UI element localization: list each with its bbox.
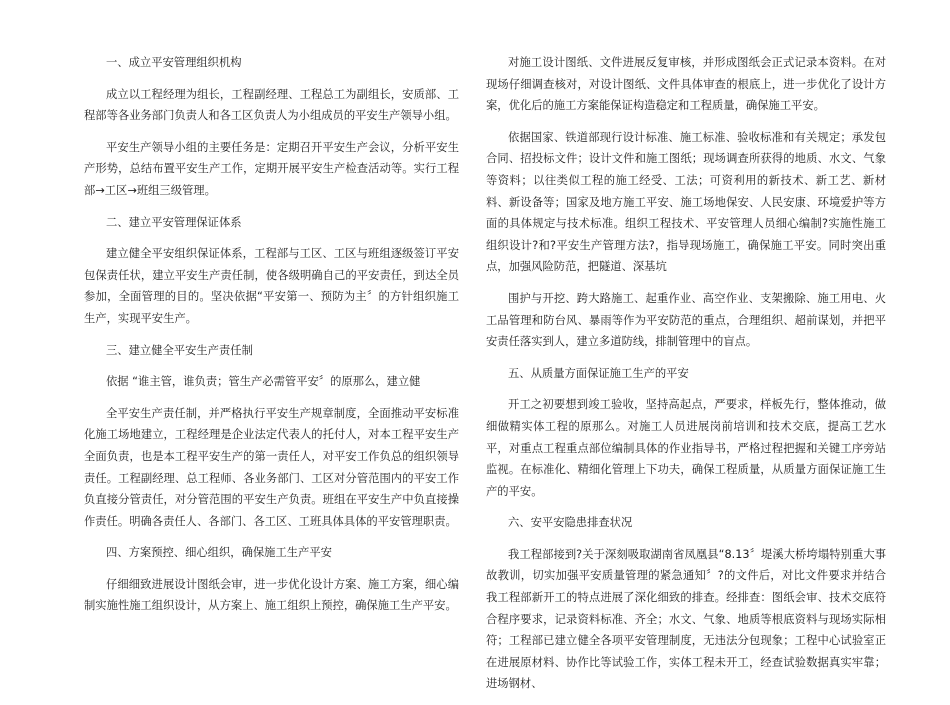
paragraph: 对施工设计图纸、文件进展反复审核，并形成图纸会正式记录本资料。在对现场仔细调查核对，对设计图纸、文件具体审查的根底上，进一步优化了设计方案，优化后的施工方案能保证构造稳定和工程质量，确保施工平安。 — [486, 56, 886, 113]
section-heading-6: 六、安平安隐患排查状况 — [508, 516, 633, 530]
section-heading-1: 一、成立平安管理组织机构 — [106, 56, 242, 69]
paragraph: 建立健全平安组织保证体系，工程部与工区、工区与班组逐级签订平安包保责任状，建立平安生产责任制，使各级明确自己的平安责任，到达全员参加，全面管理的目的。坚决依据“平安第一、预防为主〞的方针组织施工生产，实现平安生产。 — [84, 247, 459, 325]
paragraph: 我工程部接到?关于深刻吸取湖南省凤凰县“8.13〞堤溪大桥垮塌特别重大事故教训，切实加强平安质量管理的紧急通知〞?的文件后，对比文件要求并结合我工程部新开工的特点进展了深化细致的排查。经排查：图纸会审、技术交底符合程序要求，记录资料标准、齐全；水文、气象、地质等根底资料与现场实际相符；工程部已建立健全各项平安管理制度，无违法分包现象；工程中心试验室正在进展原材料、协作比等试验工作，实体工程未开工，经查试验数据真实牢靠；进场钢材、 — [486, 547, 886, 691]
paragraph: 仔细细致进展设计图纸会审，进一步优化设计方案、施工方案，细心编制实施性施工组织设计，从方案上、施工组织上预控，确保施工生产平安。 — [84, 577, 459, 613]
section-heading-3: 三、建立健全平安生产责任制 — [106, 343, 253, 357]
right-column — [486, 52, 886, 705]
left-column — [84, 52, 459, 627]
paragraph: 依据国家、铁道部现行设计标准、施工标准、验收标准和有关规定；承发包合同、招投标文件；设计文件和施工图纸；现场调查所获得的地质、水文、气象等资料；以往类似工程的施工经受、工法；可资利用的新技术、新工艺、新材料、新设备等；国家及地方施工平安、施工场地保安、人民安康、环境爱护等方面的具体规定与技术标准。组织工程技术、平安管理人员细心编制?实施性施工组织设计?和?平安生产管理方法?，指导现场施工，确保施工平安。同时突出重点，加强风险防范，把隧道、深基坑 — [486, 130, 886, 274]
paragraph: 依据 “谁主管，谁负责；管生产必需管平安〞的原那么，建立健 — [106, 375, 421, 389]
paragraph: 成立以工程经理为组长，工程副经理、工程总工为副组长，安质部、工程部等各业务部门负责人和各工区负责人为小组成员的平安生产领导小组。 — [84, 87, 459, 123]
section-heading-5: 五、从质量方面保证施工生产的平安 — [508, 366, 689, 380]
paragraph: 围护与开挖、跨大路施工、起重作业、高空作业、支架搬除、施工用电、火工品管理和防台风、暴雨等作为平安防范的重点，合理组织、超前谋划，并把平安责任落实到人，建立多道防线，排制管理中的盲点。 — [486, 291, 886, 349]
paragraph: 全平安生产责任制，并严格执行平安生产规章制度，全面推动平安标准化施工场地建立，工程经理是企业法定代表人的托付人，对本工程平安生产全面负责，也是本工程平安生产的第一责任人，对平安工作负总的组织领导责任。工程副经理、总工程师、各业务部门、工区对分管范围内的平安工作负直接分管责任，对分管范围的平安生产负责。班组在平安生产中负直接操作责任。明确各责任人、各部门、各工区、工班具体具体的平安管理职责。 — [84, 406, 459, 528]
paragraph: 平安生产领导小组的主要任务是：定期召开平安生产会议，分析平安生产形势，总结布置平安生产工作，定期开展平安生产检查活动等。实行工程部→工区→班组三级管理。 — [84, 140, 459, 197]
paragraph: 开工之初要想到竣工验收，坚持高起点，严要求，样板先行，整体推动，做细做精实体工程的原那么。对施工人员进展岗前培训和技术交底，提高工艺水平，对重点工程重点部位编制具体的作业指导书，严格过程把握和关键工序旁站监视。在标准化、精细化管理上下功夫，确保工程质量，从质量方面保证施工生产的平安。 — [486, 398, 886, 498]
section-heading-4: 四、方案预控、细心组织，确保施工生产平安 — [106, 546, 332, 560]
section-heading-2: 二、建立平安管理保证体系 — [106, 215, 242, 229]
